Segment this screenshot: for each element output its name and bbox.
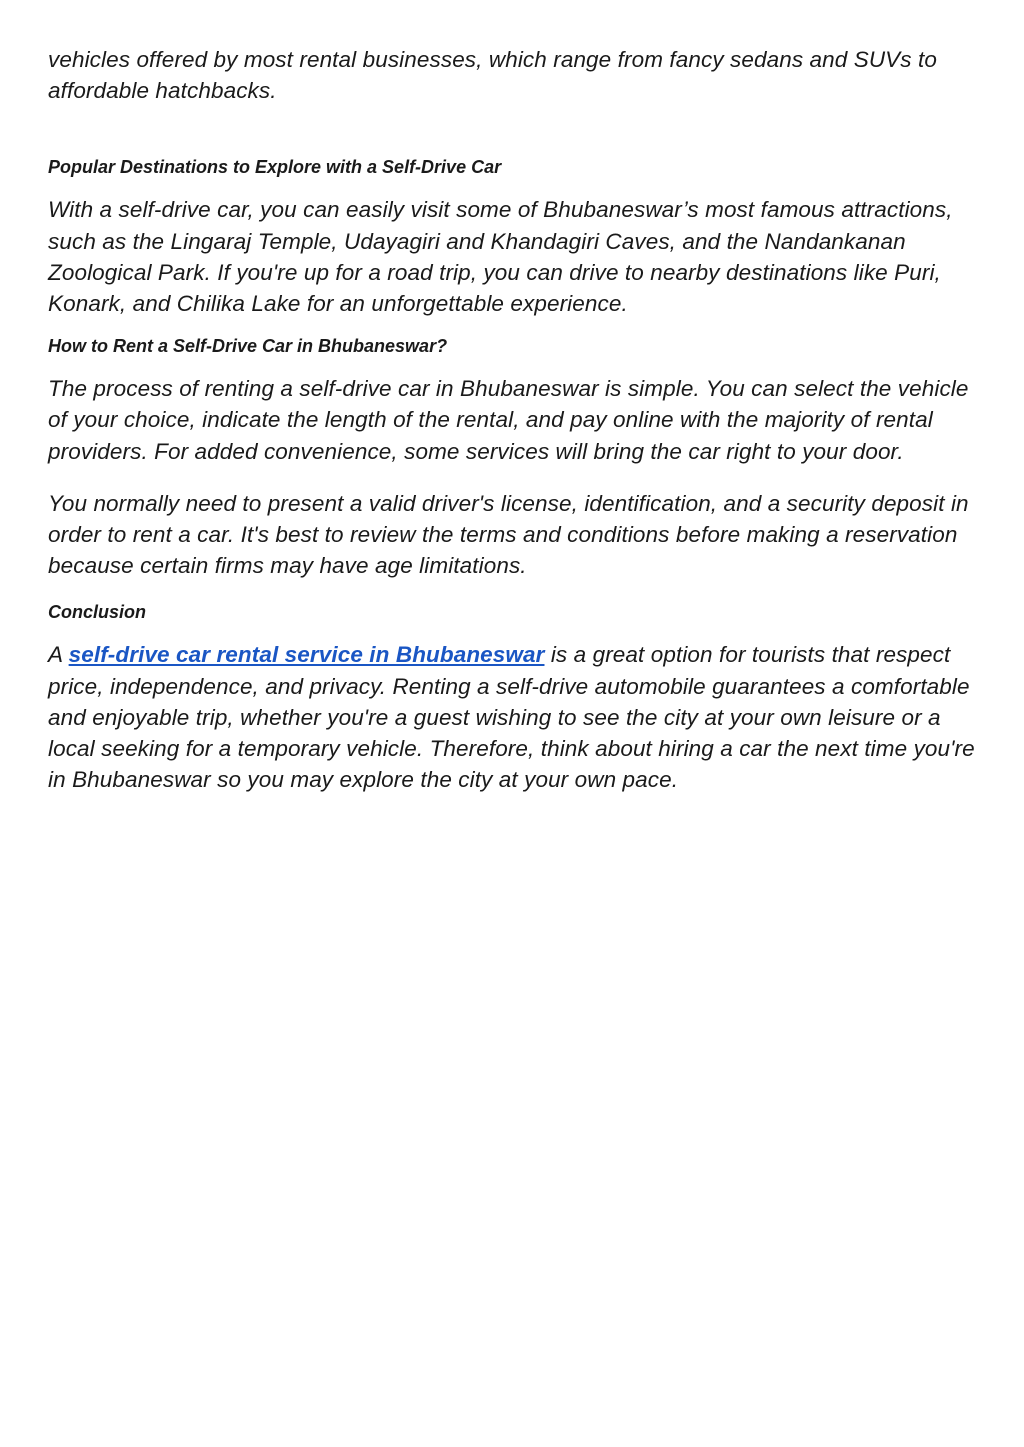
- section-heading-conclusion: Conclusion: [48, 602, 146, 623]
- document-page: [48, 44, 988, 795]
- section-heading-how-to-rent: How to Rent a Self-Drive Car in Bhubaneswar?: [48, 336, 448, 357]
- conclusion-prefix: A: [48, 642, 69, 668]
- intro-paragraph: vehicles offered by most rental businesses, which range from fancy sedans and SUVs to affordable hatchbacks.: [48, 47, 937, 104]
- conclusion-paragraph: [48, 639, 988, 795]
- conclusion-suffix: is a great option for tourists that respect price, independence, and privacy. Renting a self-drive automobile guarantees a comfortable and enjoyable trip, whether you're a guest wishing to see the city at your own leisure or a local seeking for a temporary vehicle. Therefore, think about hiring a car the next time you're in Bhubaneswar so you may explore the city at your own pace.: [48, 642, 975, 793]
- self-drive-rental-link[interactable]: self-drive car rental service in Bhubaneswar: [68, 642, 545, 668]
- popular-destinations-paragraph: With a self-drive car, you can easily visit some of Bhubaneswar’s most famous attractions, such as the Lingaraj Temple, Udayagiri and Khandagiri Caves, and the Nandankanan Zoological Park. If you're up for a road trip, you can drive to nearby destinations like Puri, Konark, and Chilika Lake for an unforgettable experience.: [48, 197, 953, 317]
- how-to-rent-paragraph-1: The process of renting a self-drive car in Bhubaneswar is simple. You can select the vehicle of your choice, indicate the length of the rental, and pay online with the majority of rental providers. For added convenience, some services will bring the car right to your door.: [48, 376, 969, 464]
- section-heading-popular-destinations: Popular Destinations to Explore with a Self-Drive Car: [48, 157, 502, 178]
- how-to-rent-paragraph-2: You normally need to present a valid driver's license, identification, and a security deposit in order to rent a car. It's best to review the terms and conditions before making a reservation because certain firms may have age limitations.: [48, 490, 969, 579]
